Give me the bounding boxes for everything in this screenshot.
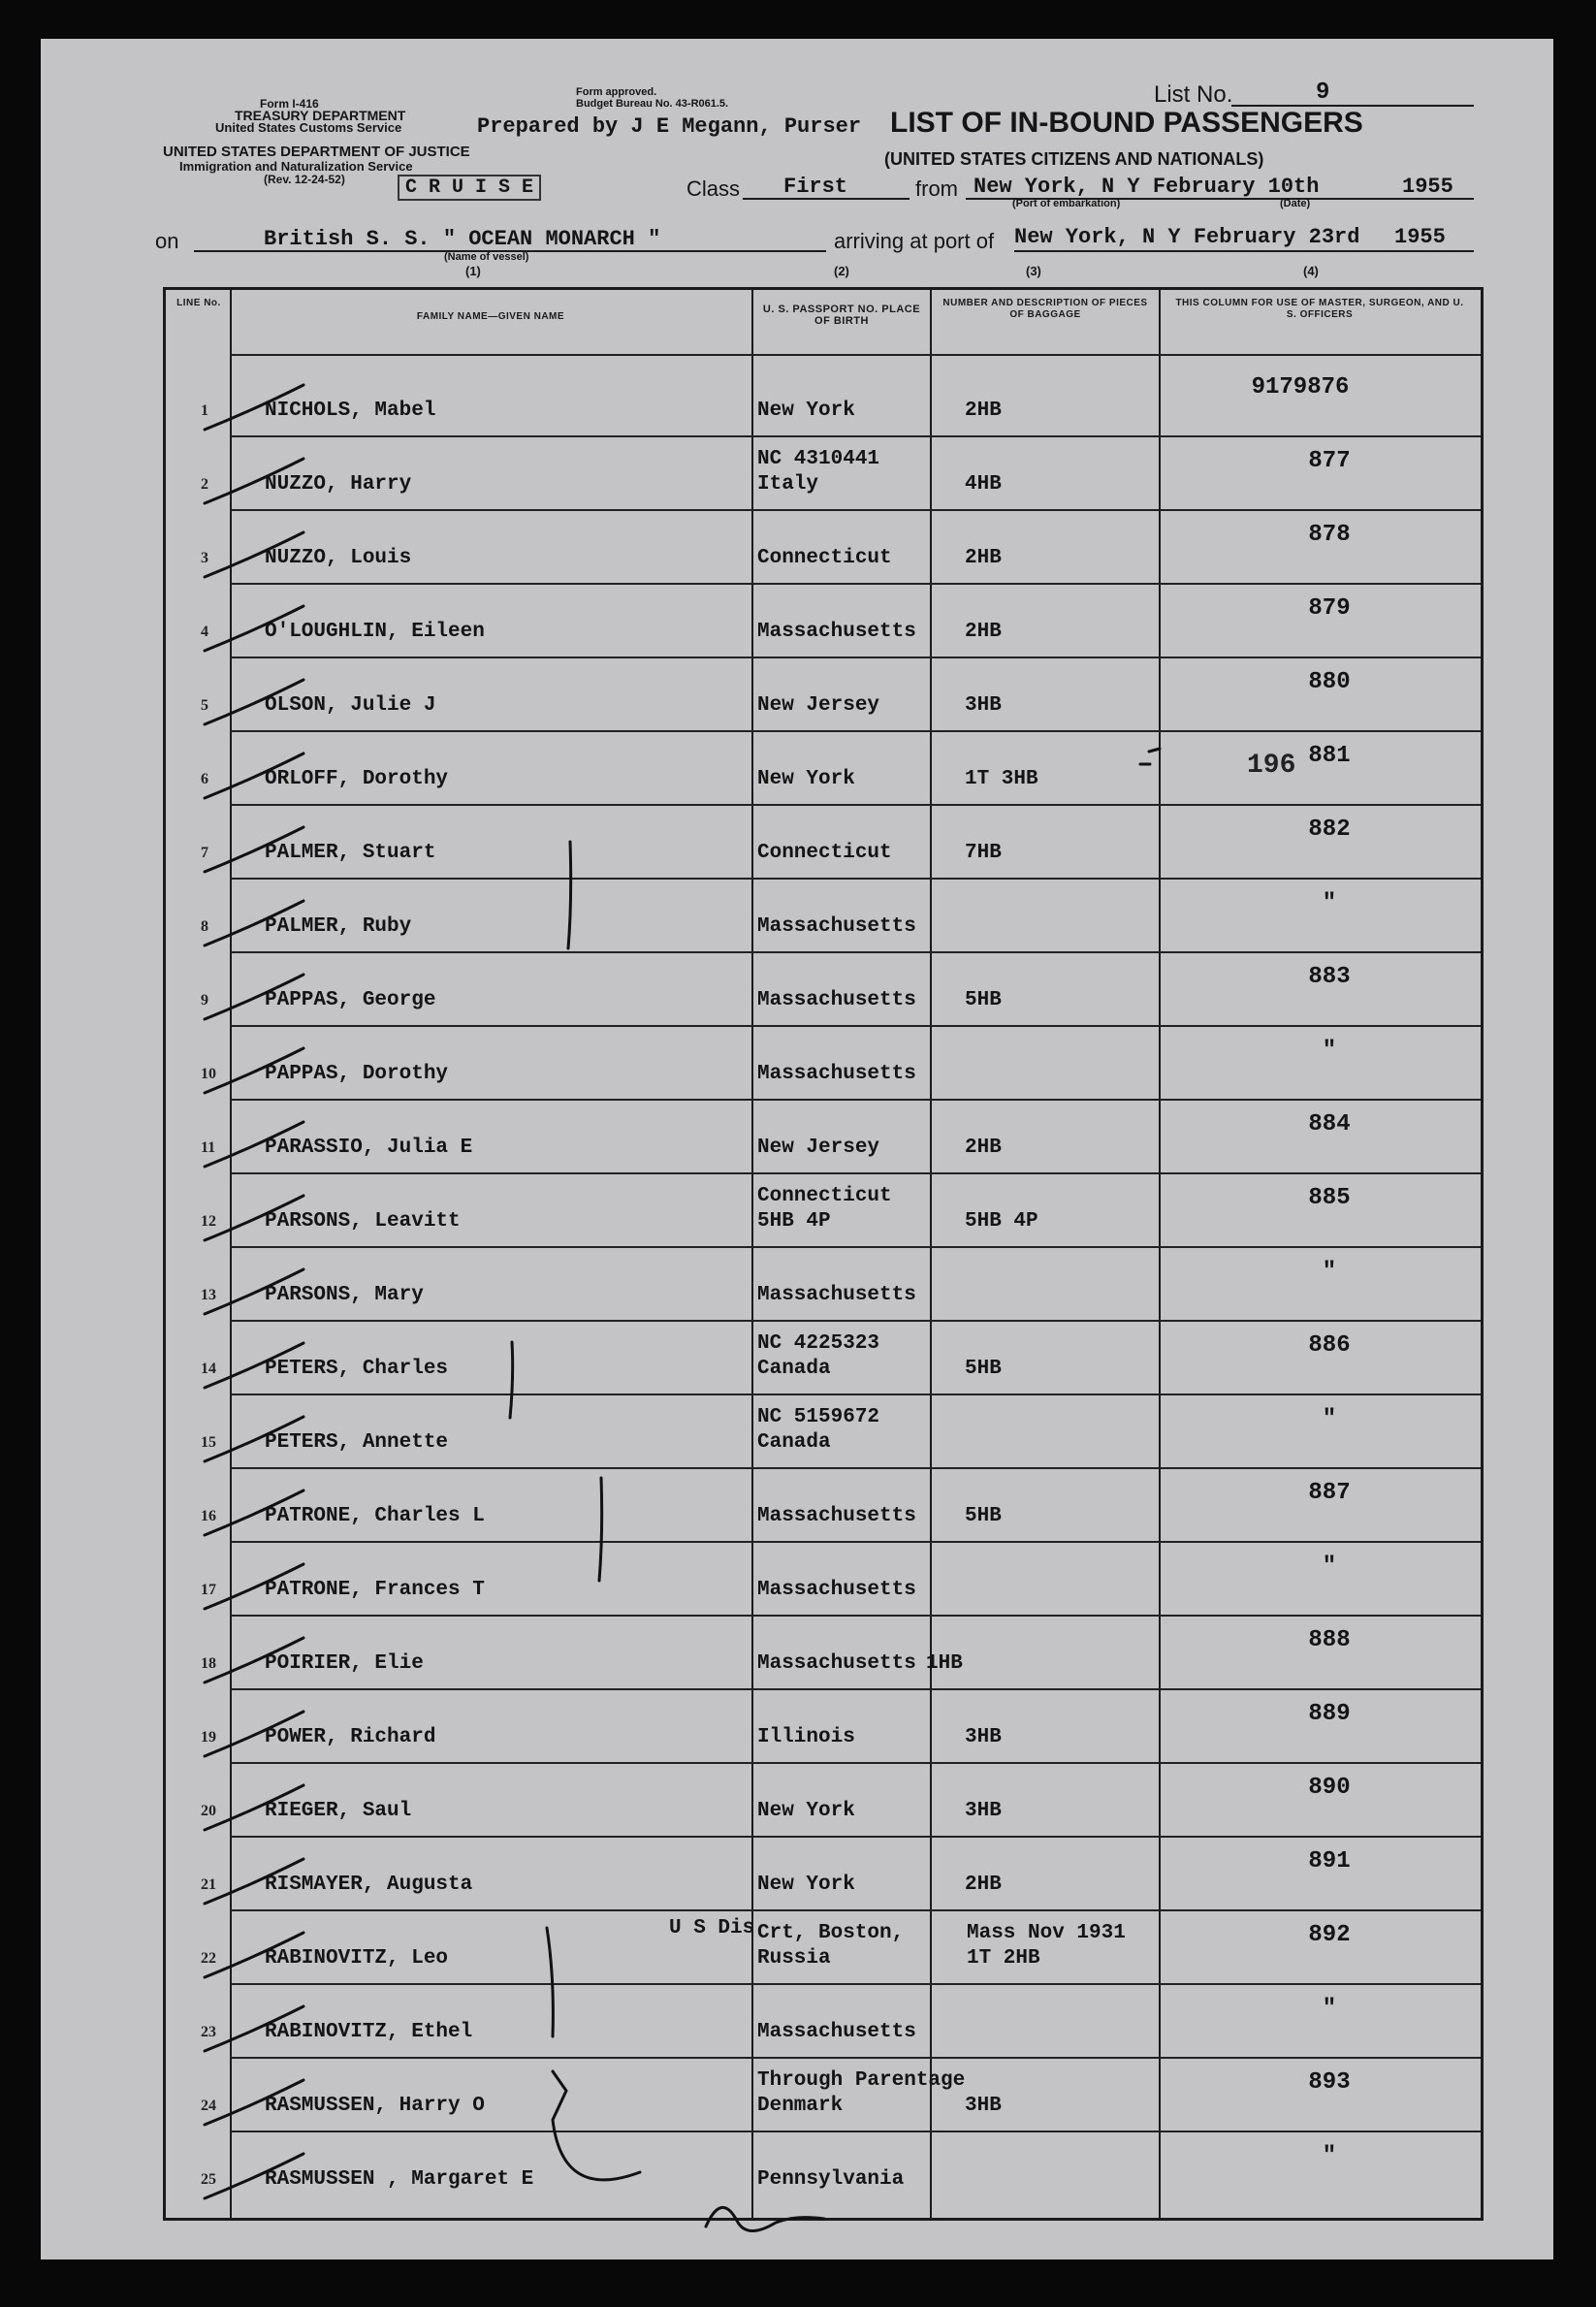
table-row	[166, 878, 1481, 951]
table-row	[166, 1467, 1481, 1541]
officer-number: 877	[1308, 448, 1351, 474]
col-num-1: (1)	[465, 264, 481, 278]
officer-number: "	[1322, 1038, 1337, 1064]
line-number: 10	[201, 1066, 216, 1082]
line-number: 19	[201, 1729, 216, 1746]
check-mark	[185, 2003, 321, 2061]
passport-place-of-birth: New Jersey	[757, 694, 880, 717]
officer-number: "	[1322, 2143, 1337, 2169]
list-no-value: 9	[1316, 80, 1330, 106]
class-label: Class	[686, 176, 741, 201]
officer-number: "	[1322, 1554, 1337, 1580]
passport-place-of-birth: Massachusetts	[757, 1652, 916, 1675]
check-mark	[185, 455, 321, 513]
check-mark	[185, 823, 321, 881]
table-row	[166, 951, 1481, 1025]
passenger-name: O'LOUGHLIN, Eileen	[265, 621, 485, 643]
col-num-4: (4)	[1303, 264, 1319, 278]
table-row	[166, 1615, 1481, 1688]
officer-number: 885	[1308, 1185, 1351, 1211]
check-mark	[185, 1044, 321, 1103]
table-row	[166, 1246, 1481, 1320]
table-row	[166, 657, 1481, 730]
table-row	[166, 435, 1481, 509]
check-mark	[185, 1413, 321, 1471]
baggage-description: 7HB	[965, 842, 1002, 864]
from-year: 1955	[1402, 175, 1453, 199]
line-number: 3	[201, 550, 208, 566]
col-header-line: LINE No.	[176, 298, 221, 308]
passport-place-of-birth: Through Parentage Denmark	[757, 2069, 966, 2117]
officer-number: 881	[1308, 743, 1351, 769]
col-num-2: (2)	[834, 264, 849, 278]
check-mark	[185, 2076, 321, 2134]
stamp-196: 196	[1247, 751, 1296, 781]
officer-number: 892	[1308, 1922, 1351, 1948]
check-mark	[185, 676, 321, 734]
passport-place-of-birth: NC 5159672 Canada	[757, 1406, 880, 1454]
form-number: Form I-416	[260, 97, 319, 111]
check-mark	[185, 897, 321, 955]
passenger-name: RIEGER, Saul	[265, 1800, 412, 1822]
passenger-name: NUZZO, Harry	[265, 473, 412, 496]
table-row	[166, 2057, 1481, 2131]
passport-place-of-birth: Connecticut	[757, 842, 892, 864]
justice-label: UNITED STATES DEPARTMENT OF JUSTICE	[163, 144, 470, 160]
baggage-description: 3HB	[965, 2095, 1002, 2117]
port-embark-note: (Port of embarkation)	[1012, 198, 1121, 209]
passenger-name: OLSON, Julie J	[265, 694, 436, 717]
passport-place-of-birth: NC 4310441 Italy	[757, 448, 880, 496]
line-number: 11	[201, 1139, 216, 1156]
check-mark	[185, 1266, 321, 1324]
check-mark	[185, 1487, 321, 1545]
officer-number: 884	[1308, 1111, 1351, 1137]
customs-label: United States Customs Service	[215, 120, 402, 135]
passenger-name: RISMAYER, Augusta	[265, 1874, 473, 1896]
baggage-description: 4HB	[965, 473, 1002, 496]
baggage-description: 5HB	[965, 1358, 1002, 1380]
page-title: LIST OF IN-BOUND PASSENGERS	[890, 107, 1363, 139]
passport-place-of-birth: Massachusetts	[757, 1063, 916, 1085]
list-no-label: List No.	[1154, 81, 1233, 108]
line-number: 21	[201, 1876, 216, 1893]
officer-number: 888	[1308, 1627, 1351, 1653]
table-row	[166, 1394, 1481, 1467]
arrival-value: New York, N Y February 23rd	[1014, 225, 1360, 249]
passenger-name: PATRONE, Charles L	[265, 1505, 485, 1527]
arriving-label: arriving at port of	[834, 229, 995, 253]
passenger-name: PALMER, Stuart	[265, 842, 436, 864]
officer-number: 891	[1308, 1848, 1351, 1874]
vessel-name: British S. S. " OCEAN MONARCH "	[264, 227, 661, 251]
check-mark	[185, 2150, 321, 2208]
line-number: 5	[201, 697, 208, 714]
col-header-name: FAMILY NAME—GIVEN NAME	[416, 311, 565, 322]
table-row	[166, 1983, 1481, 2057]
baggage-description: 5HB	[965, 989, 1002, 1011]
check-mark	[185, 1118, 321, 1176]
passenger-name: PETERS, Charles	[265, 1358, 449, 1380]
passport-place-of-birth: New York	[757, 400, 855, 422]
passenger-name: NICHOLS, Mabel	[265, 400, 436, 422]
line-number: 9	[201, 992, 208, 1009]
baggage-description: 2HB	[965, 400, 1002, 422]
passport-place-of-birth: New York	[757, 1800, 855, 1822]
officer-number: "	[1322, 1996, 1337, 2022]
passport-place-of-birth: Massachusetts	[757, 1579, 916, 1601]
baggage-description: 3HB	[965, 1800, 1002, 1822]
passenger-name: PALMER, Ruby	[265, 915, 412, 938]
passport-place-of-birth: New York	[757, 1874, 855, 1896]
passport-place-of-birth: Massachusetts	[757, 621, 916, 643]
on-label: on	[155, 229, 179, 253]
passenger-name: PARASSIO, Julia E	[265, 1137, 473, 1159]
officer-number: 889	[1308, 1701, 1351, 1727]
line-number: 2	[201, 476, 208, 493]
line-number: 4	[201, 624, 208, 640]
treasury-label: TREASURY DEPARTMENT	[235, 108, 406, 123]
line-number: 1	[201, 402, 208, 419]
check-mark	[185, 1560, 321, 1618]
date-note: (Date)	[1280, 198, 1311, 209]
line-number: 13	[201, 1287, 216, 1303]
passport-place-of-birth: Connecticut	[757, 547, 892, 569]
check-mark	[185, 971, 321, 1029]
baggage-description: 2HB	[965, 621, 1002, 643]
line-number: 18	[201, 1655, 216, 1672]
passenger-name: RABINOVITZ, Ethel	[265, 2021, 473, 2043]
check-mark	[185, 1708, 321, 1766]
baggage-description: 3HB	[965, 1726, 1002, 1748]
officer-number: 882	[1308, 817, 1351, 843]
check-mark	[185, 529, 321, 587]
revision-label: (Rev. 12-24-52)	[264, 173, 345, 186]
passport-place-of-birth: New Jersey	[757, 1137, 880, 1159]
passport-place-of-birth: Massachusetts	[757, 1284, 916, 1306]
passport-place-of-birth: NC 4225323 Canada	[757, 1332, 880, 1380]
table-row	[166, 1836, 1481, 1909]
passenger-name: RABINOVITZ, Leo	[265, 1947, 449, 1970]
baggage-description: Mass Nov 1931 1T 2HB	[967, 1922, 1126, 1970]
line-number: 20	[201, 1803, 216, 1819]
col-num-3: (3)	[1026, 264, 1041, 278]
passport-place-of-birth: Pennsylvania	[757, 2168, 905, 2191]
vessel-note: (Name of vessel)	[444, 251, 529, 263]
table-row	[166, 583, 1481, 657]
col-header-officers: THIS COLUMN FOR USE OF MASTER, SURGEON, AND U. S. OFFICERS	[1175, 298, 1464, 320]
passenger-name: POIRIER, Elie	[265, 1652, 424, 1675]
passport-place-of-birth: Crt, Boston, Russia	[757, 1922, 905, 1970]
table-row	[166, 1688, 1481, 1762]
budget-bureau: Budget Bureau No. 43-R061.5.	[576, 98, 729, 110]
class-value: First	[783, 175, 848, 199]
cruise-label: C R U I S E	[398, 175, 541, 201]
officer-number: 890	[1308, 1775, 1351, 1801]
baggage-description: 3HB	[965, 694, 1002, 717]
row22-annotation: U S Dis	[669, 1917, 755, 1939]
officer-number: "	[1322, 1259, 1337, 1285]
table-row	[166, 1320, 1481, 1394]
table-row	[166, 1762, 1481, 1836]
baggage-description: 5HB 4P	[965, 1210, 1038, 1233]
passport-place-of-birth: Connecticut 5HB 4P	[757, 1185, 892, 1233]
table-row	[166, 362, 1481, 435]
officer-number: "	[1322, 890, 1337, 916]
line-number: 17	[201, 1582, 216, 1598]
baggage-description: 1HB	[926, 1652, 963, 1675]
passenger-name: PETERS, Annette	[265, 1431, 449, 1454]
table-row	[166, 1541, 1481, 1615]
officer-number: 887	[1308, 1480, 1351, 1506]
baggage-description: 2HB	[965, 1874, 1002, 1896]
line-number: 6	[201, 771, 208, 787]
passenger-name: RASMUSSEN , Margaret E	[265, 2168, 534, 2191]
check-mark	[185, 750, 321, 808]
passenger-name: PARSONS, Leavitt	[265, 1210, 461, 1233]
passport-place-of-birth: Massachusetts	[757, 2021, 916, 2043]
baggage-description: 2HB	[965, 547, 1002, 569]
passenger-name: NUZZO, Louis	[265, 547, 412, 569]
arrival-year: 1955	[1394, 225, 1446, 249]
from-label: from	[915, 176, 958, 201]
check-mark	[185, 1781, 321, 1840]
line-number: 23	[201, 2024, 216, 2040]
prepared-by: Prepared by J E Megann, Purser	[477, 114, 862, 139]
passport-place-of-birth: Massachusetts	[757, 989, 916, 1011]
passenger-name: ORLOFF, Dorothy	[265, 768, 449, 790]
ins-label: Immigration and Naturalization Service	[179, 159, 413, 174]
table-row	[166, 1172, 1481, 1246]
check-mark	[185, 1339, 321, 1397]
baggage-description: 5HB	[965, 1505, 1002, 1527]
line-number: 24	[201, 2098, 216, 2114]
line-number: 16	[201, 1508, 216, 1524]
passenger-name: PARSONS, Mary	[265, 1284, 424, 1306]
officer-number: "	[1322, 1406, 1337, 1432]
passenger-table	[163, 287, 1484, 2221]
check-mark	[185, 1192, 321, 1250]
page-subtitle: (UNITED STATES CITIZENS AND NATIONALS)	[884, 149, 1264, 169]
passport-place-of-birth: Massachusetts	[757, 915, 916, 938]
col-header-baggage: NUMBER AND DESCRIPTION OF PIECES OF BAGGAGE	[942, 298, 1148, 320]
check-mark	[185, 1855, 321, 1913]
from-value: New York, N Y February 10th	[974, 175, 1320, 199]
officer-number: 878	[1308, 522, 1351, 548]
passenger-name: PAPPAS, Dorothy	[265, 1063, 449, 1085]
line-number: 25	[201, 2171, 216, 2188]
officer-number: 886	[1308, 1332, 1351, 1359]
check-mark	[185, 381, 321, 439]
table-row	[166, 1099, 1481, 1172]
line-number: 14	[201, 1361, 216, 1377]
table-row	[166, 804, 1481, 878]
check-mark	[185, 1929, 321, 1987]
table-row	[166, 509, 1481, 583]
passenger-name: RASMUSSEN, Harry O	[265, 2095, 485, 2117]
passport-place-of-birth: New York	[757, 768, 855, 790]
passenger-name: PAPPAS, George	[265, 989, 436, 1011]
col-header-passport: U. S. PASSPORT NO. PLACE OF BIRTH	[762, 304, 921, 327]
officer-number: 879	[1308, 595, 1351, 622]
table-row	[166, 1909, 1481, 1983]
line-number: 7	[201, 845, 208, 861]
check-mark	[185, 602, 321, 660]
officer-number: 883	[1308, 964, 1351, 990]
header-rule	[230, 354, 1481, 356]
line-number: 15	[201, 1434, 216, 1451]
check-mark	[185, 1634, 321, 1692]
line-number: 22	[201, 1950, 216, 1967]
passenger-name: POWER, Richard	[265, 1726, 436, 1748]
officer-number: 880	[1308, 669, 1351, 695]
officer-number: 9179876	[1251, 374, 1350, 401]
table-row	[166, 1025, 1481, 1099]
table-row	[166, 730, 1481, 804]
officer-number: 893	[1308, 2069, 1351, 2096]
arrival-underline	[1014, 250, 1474, 252]
line-number: 8	[201, 918, 208, 935]
line-number: 12	[201, 1213, 216, 1230]
passenger-name: PATRONE, Frances T	[265, 1579, 485, 1601]
table-row	[166, 2131, 1481, 2204]
baggage-description: 2HB	[965, 1137, 1002, 1159]
baggage-description: 1T 3HB	[965, 768, 1038, 790]
passport-place-of-birth: Illinois	[757, 1726, 855, 1748]
passport-place-of-birth: Massachusetts	[757, 1505, 916, 1527]
form-approved: Form approved.	[576, 86, 657, 98]
